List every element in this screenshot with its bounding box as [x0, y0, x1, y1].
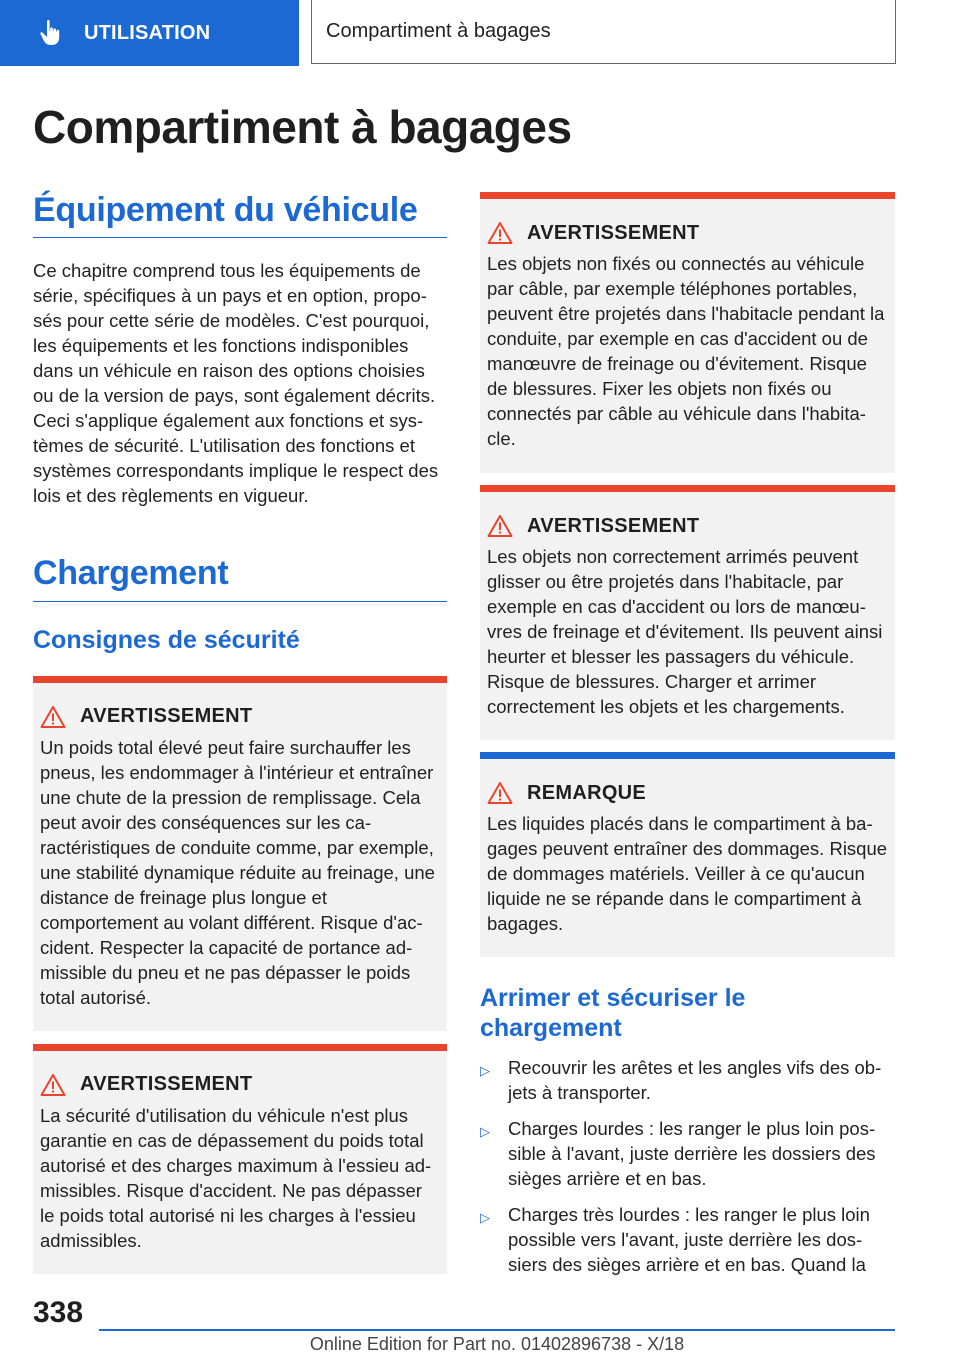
triangle-bullet-icon: ▷	[480, 1210, 490, 1225]
warning-box	[33, 1044, 447, 1274]
list-item	[480, 1055, 895, 1105]
warning-text: Un poids total élevé peut faire surchauffer les pneus, les endommager à l'intérieur et entraîner une chute de la pression de remplissage. Cela peut avoir des conséquences sur les caractéristiques de conduite comme, par exemple, une stabilité dynamique réduite au freinage, une distance de freinage plus longue et comportement au volant différent. Risque d'accident. Respecter la capacité de portance admissible du pneu et ne pas dépasser le poids total autorisé.	[40, 736, 435, 1008]
page-header	[0, 0, 960, 66]
warning-triangle-icon	[40, 1073, 66, 1097]
warning-title: AVERTISSEMENT	[527, 221, 700, 244]
triangle-bullet-icon: ▷	[480, 1124, 490, 1139]
section-heading-equipment: Équipement du véhicule	[33, 192, 447, 238]
step-text: Recouvrir les arêtes et les angles vifs des objets à transporter.	[508, 1057, 882, 1103]
step-list	[480, 1055, 895, 1277]
chapter-tab[interactable]	[0, 0, 299, 66]
step-text: Charges très lourdes : les ranger le plus loin possible vers l'avant, juste derrière les dossiers des sièges arrière et en bas. Quand la	[508, 1204, 870, 1275]
warning-triangle-icon	[40, 705, 66, 729]
footer-edition: Online Edition for Part no. 01402896738 - X/18	[309, 1334, 685, 1354]
remark-text: Les liquides placés dans le compartiment à bagages peuvent entraîner des dommages. Risque de dommages matériels. Veiller à ce qu'aucun liquide ne se répande dans le compartiment à bagages.	[487, 813, 888, 934]
remark-box	[480, 752, 895, 957]
breadcrumb[interactable]: Compartiment à bagages	[311, 0, 896, 64]
warning-text: Les objets non correctement arrimés peuvent glisser ou être projetés dans l'habitacle, par exemple en cas d'accident ou lors de manœuvres de freinage et d'évitement. Ils peuvent ainsi heurter et blesser les passagers du véhicule. Risque de blessures. Charger et arrimer correctement les objets et les chargements.	[487, 546, 883, 717]
warning-triangle-icon	[487, 221, 513, 245]
hand-pointer-icon	[36, 18, 66, 48]
left-column	[33, 192, 447, 1274]
subsection-heading-safety: Consignes de sécurité	[33, 625, 300, 654]
warning-box	[480, 192, 895, 473]
warning-triangle-icon	[487, 514, 513, 538]
triangle-bullet-icon: ▷	[480, 1063, 490, 1078]
list-item	[480, 1202, 895, 1277]
page-number: 338	[33, 1296, 84, 1329]
footer-divider	[99, 1329, 895, 1331]
step-text: Charges lourdes : les ranger le plus loin possible à l'avant, juste derrière les dossiers des sièges arrière et en bas.	[508, 1118, 876, 1189]
page-title: Compartiment à bagages	[33, 101, 572, 153]
list-item	[480, 1116, 895, 1191]
warning-title: AVERTISSEMENT	[80, 1073, 253, 1096]
right-column	[480, 192, 895, 1288]
warning-box	[480, 485, 895, 740]
warning-triangle-icon	[487, 781, 513, 805]
warning-title: AVERTISSEMENT	[527, 514, 700, 537]
warning-text: Les objets non fixés ou connectés au véhicule par câble, par exemple téléphones portables, peuvent être projetés dans l'habitacle pendant la conduite, par exemple en cas d'accident ou de manœuvre de freinage ou d'évitement. Risque de blessures. Fixer les objets non fixés ou connectés par câble au véhicule dans l'habitacle.	[487, 253, 885, 449]
warning-box	[33, 676, 447, 1031]
chapter-tab-label: UTILISATION	[84, 21, 211, 44]
remark-title: REMARQUE	[527, 781, 647, 804]
subsection-heading-secure: Arrimer et sécuriser le chargement	[480, 984, 746, 1042]
equipment-paragraph: Ce chapitre comprend tous les équipements de série, spécifiques à un pays et en option, proposés pour cette série de modèles. C'est pourquoi, les équipements et les fonctions indisponibles dans un véhicule en raison des options choisies ou de la version de pays, sont également décrits. Ceci s'applique également aux fonctions et systèmes de sécurité. L'utilisation des fonctions et systèmes correspondants implique le respect des lois et des règlements en vigueur.	[33, 260, 439, 507]
section-heading-loading: Chargement	[33, 555, 447, 601]
warning-text: La sécurité d'utilisation du véhicule n'est plus garantie en cas de dépassement du poids total autorisé et des charges maximum à l'essieu admissibles. Risque d'accident. Ne pas dépasser le poids total autorisé ni les charges à l'essieu admissibles.	[40, 1104, 432, 1251]
warning-title: AVERTISSEMENT	[80, 705, 253, 728]
